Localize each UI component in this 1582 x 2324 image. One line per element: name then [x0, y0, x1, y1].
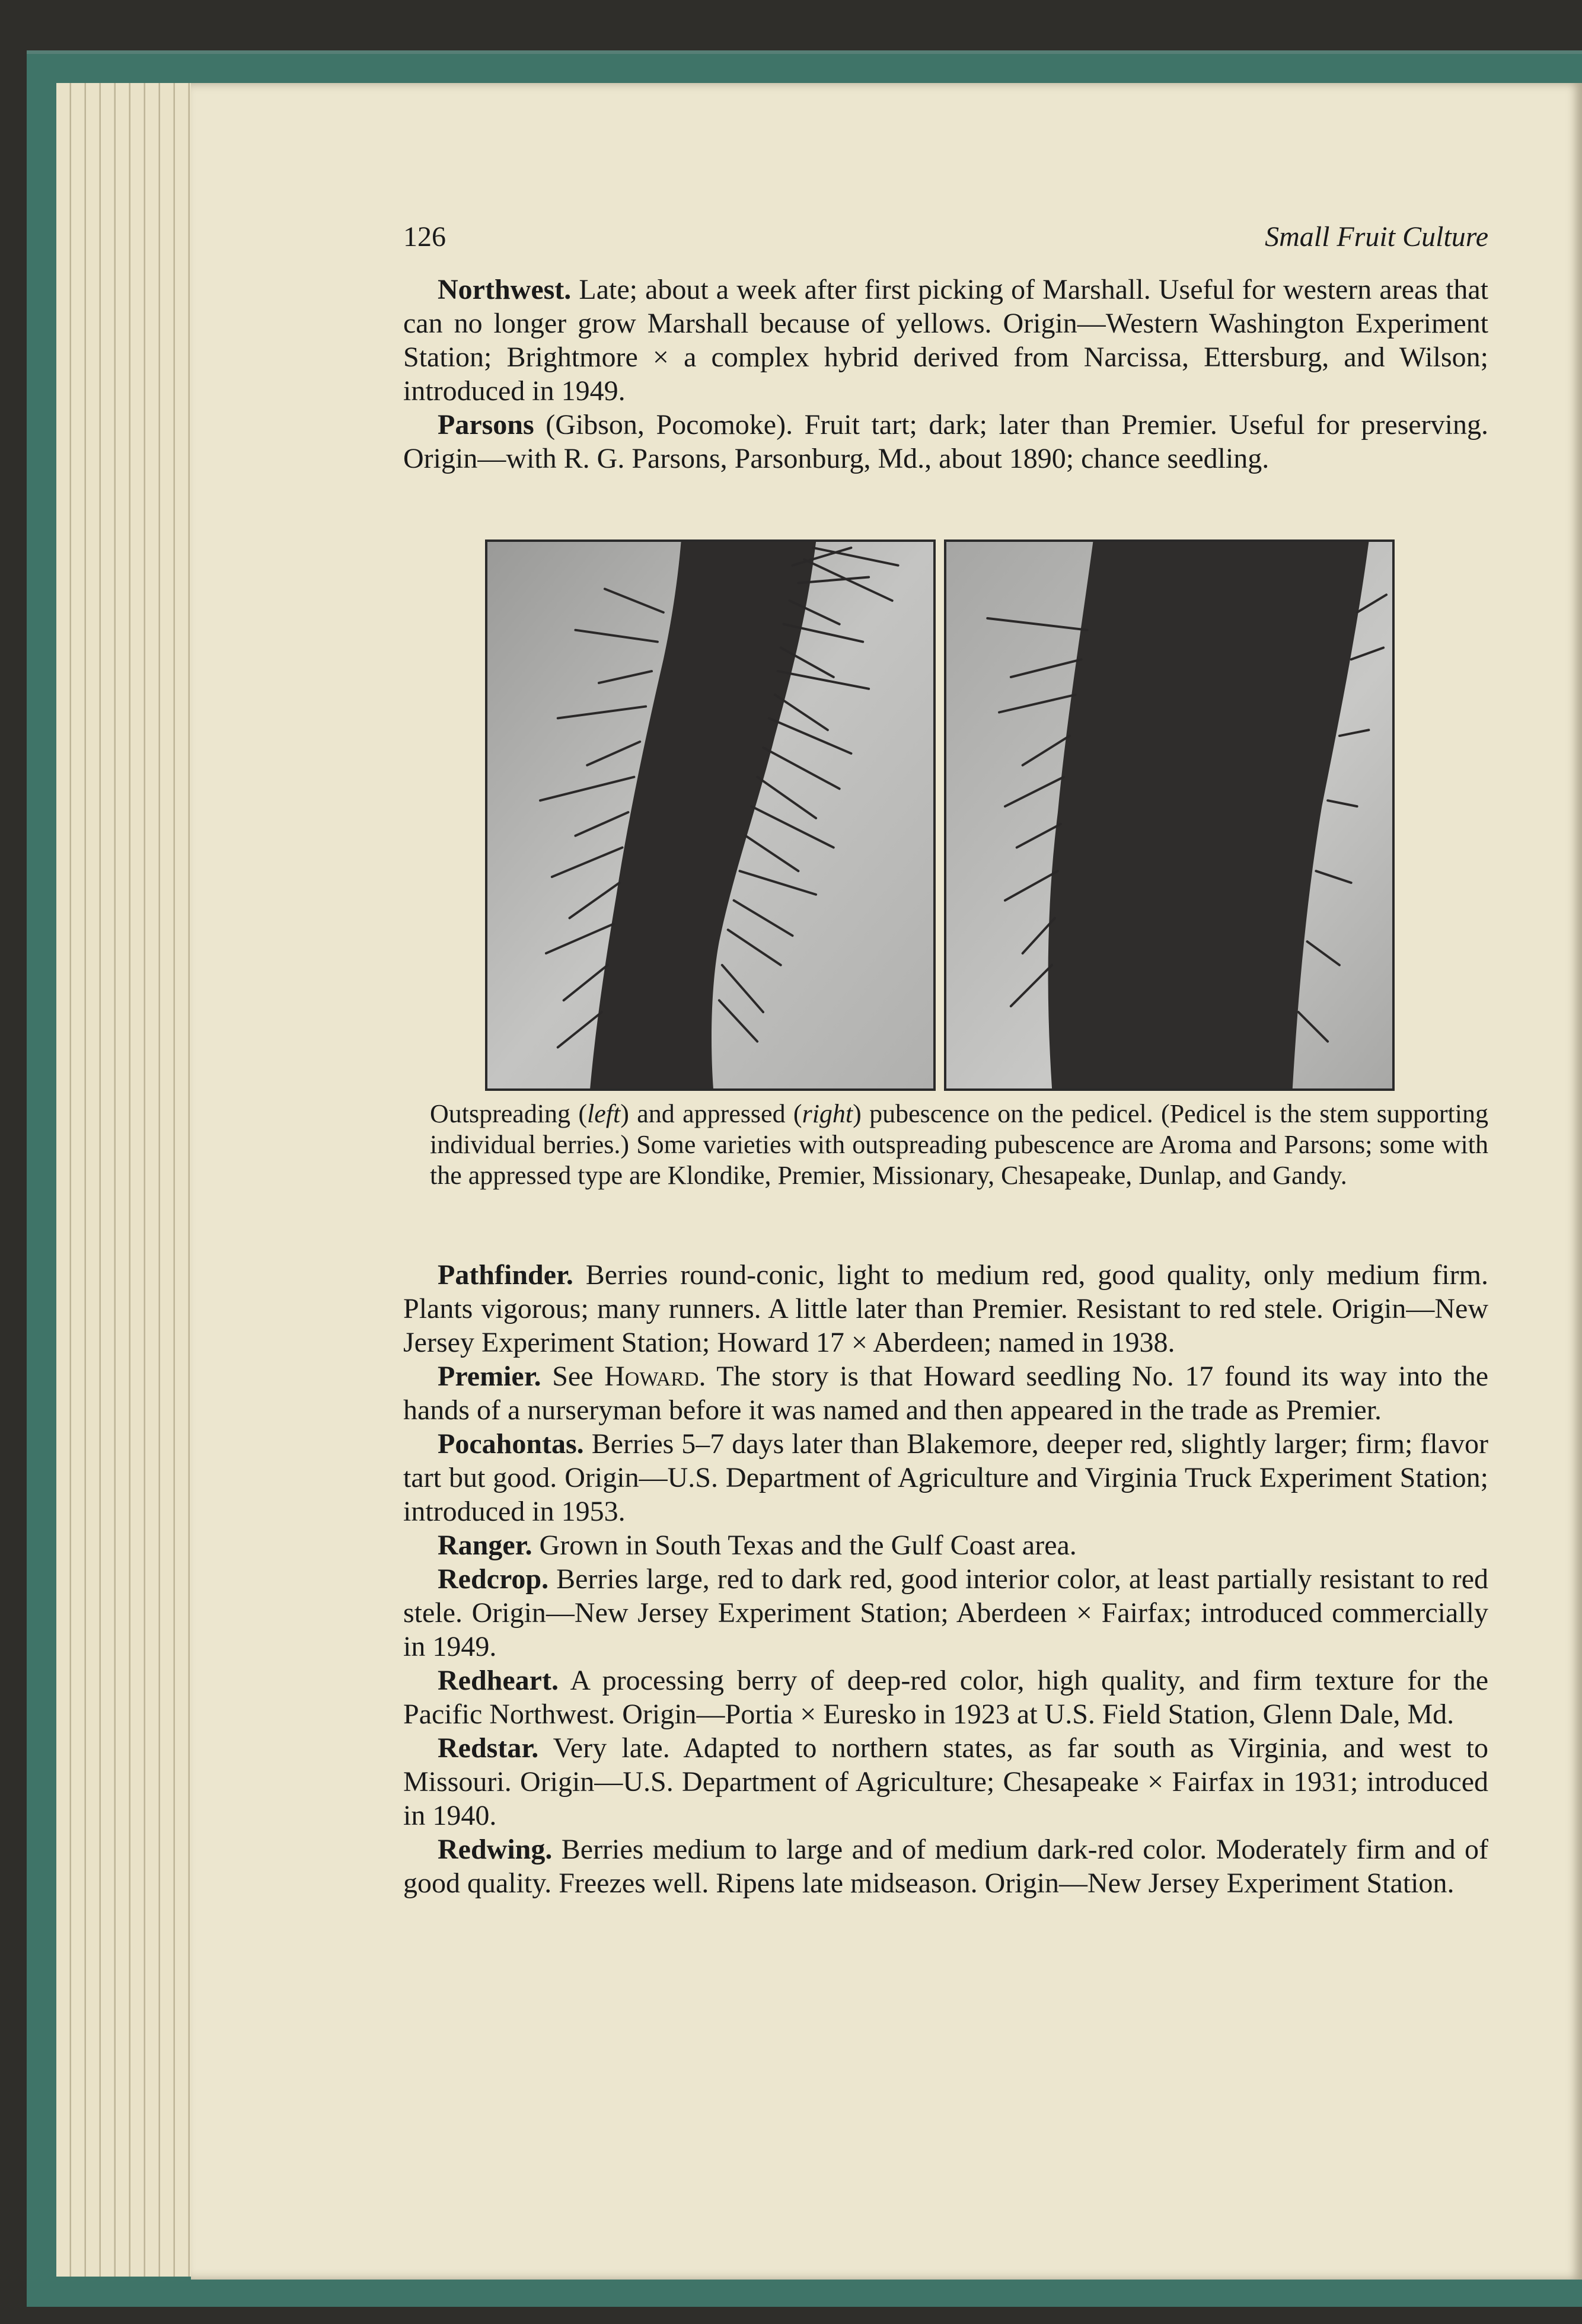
entry-text: See — [541, 1361, 605, 1392]
running-header — [403, 221, 1488, 256]
cross-reference: Howard — [604, 1361, 699, 1392]
entry-pocahontas — [403, 1427, 1488, 1528]
entries-top — [403, 273, 1488, 475]
entry-text: . The story is that Howard seedling No. 17 found its way into the hands of a nurseryman before it was named and then appeared in the trade as Premier. — [403, 1361, 1488, 1426]
entry-text: Late; about a week after first picking of Marshall. Useful for western areas that can no longer grow Marshall because of yellows. Origin—Western Washington Experiment Station; Brightmore × a complex hybrid derived from Narcissa, Ettersburg, and Wilson; introduced in 1949. — [403, 274, 1488, 407]
entry-northwest — [403, 273, 1488, 408]
caption-text: Outspreading ( — [430, 1099, 588, 1128]
entry-text: A processing berry of deep-red color, high quality, and firm texture for the Pacific Northwest. Origin—Portia × Euresko in 1923 at U.S. Field Station, Glenn Dale, Md. — [403, 1665, 1488, 1730]
caption-text: ) and appressed ( — [620, 1099, 802, 1128]
caption-right-label: right — [802, 1099, 853, 1128]
entry-redwing — [403, 1833, 1488, 1900]
entry-text: Grown in South Texas and the Gulf Coast area. — [532, 1530, 1077, 1561]
entry-name: Pocahontas. — [438, 1428, 584, 1460]
entry-text: Berries medium to large and of medium dark-red color. Moderately firm and of good quality. Freezes well. Ripens late midseason. Origin—New Jersey Experiment Station. — [403, 1834, 1488, 1899]
entry-text: Berries large, red to dark red, good interior color, at least partially resistant to red stele. Origin—New Jersey Experiment Station; Aberdeen × Fairfax; introduced commercially in 1949. — [403, 1563, 1488, 1662]
entry-name: Northwest. — [438, 274, 572, 305]
entry-name: Redwing. — [438, 1834, 553, 1865]
photo-appressed-pubescence — [944, 540, 1395, 1091]
entry-name: Ranger. — [438, 1530, 532, 1561]
entry-pathfinder — [403, 1258, 1488, 1359]
figure-caption — [430, 1099, 1488, 1191]
entry-premier — [403, 1359, 1488, 1427]
entry-name: Redheart. — [438, 1665, 559, 1696]
entry-redcrop — [403, 1562, 1488, 1664]
entry-text: (Gibson, Pocomoke). Fruit tart; dark; later than Premier. Useful for preserving. Origin—with R. G. Parsons, Parsonburg, Md., about 1890; chance seedling. — [403, 409, 1488, 474]
caption-left-label: left — [587, 1099, 621, 1128]
entry-redstar — [403, 1731, 1488, 1833]
running-title: Small Fruit Culture — [1265, 221, 1488, 253]
entry-parsons — [403, 408, 1488, 475]
entry-ranger — [403, 1528, 1488, 1562]
entry-name: Premier. — [438, 1361, 541, 1392]
entry-name: Redstar. — [438, 1732, 539, 1764]
entry-text: Berries round-conic, light to medium red, good quality, only medium firm. Plants vigorous; many runners. A little later than Premier. Resistant to red stele. Origin—New Jersey Experiment Station; Howard 17 × Aberdeen; named in 1938. — [403, 1259, 1488, 1358]
entries-bottom — [403, 1258, 1488, 1900]
photo-outspreading-pubescence — [485, 540, 936, 1091]
entry-name: Parsons — [438, 409, 534, 440]
entry-redheart — [403, 1664, 1488, 1731]
entry-name: Redcrop. — [438, 1563, 549, 1595]
entry-text: Berries 5–7 days later than Blakemore, deeper red, slightly larger; firm; flavor tart but good. Origin—U.S. Department of Agriculture and Virginia Truck Experiment Station; introduced in 1953. — [403, 1428, 1488, 1527]
entry-text: Very late. Adapted to northern states, as far south as Virginia, and west to Missouri. Origin—U.S. Department of Agriculture; Chesapeake × Fairfax in 1931; introduced in 1940. — [403, 1732, 1488, 1831]
page-number: 126 — [403, 221, 446, 253]
entry-name: Pathfinder. — [438, 1259, 573, 1291]
page-edges — [56, 83, 210, 2277]
caption-text: ) pubescence on the pedicel. (Pedicel is the stem supporting individual berries.) Some varieties with outspreading pubescence are Aroma and Parsons; some with the appressed type are Klondike, Premier, Missionary, Chesapeake, Dunlap, and Gandy. — [430, 1099, 1488, 1190]
